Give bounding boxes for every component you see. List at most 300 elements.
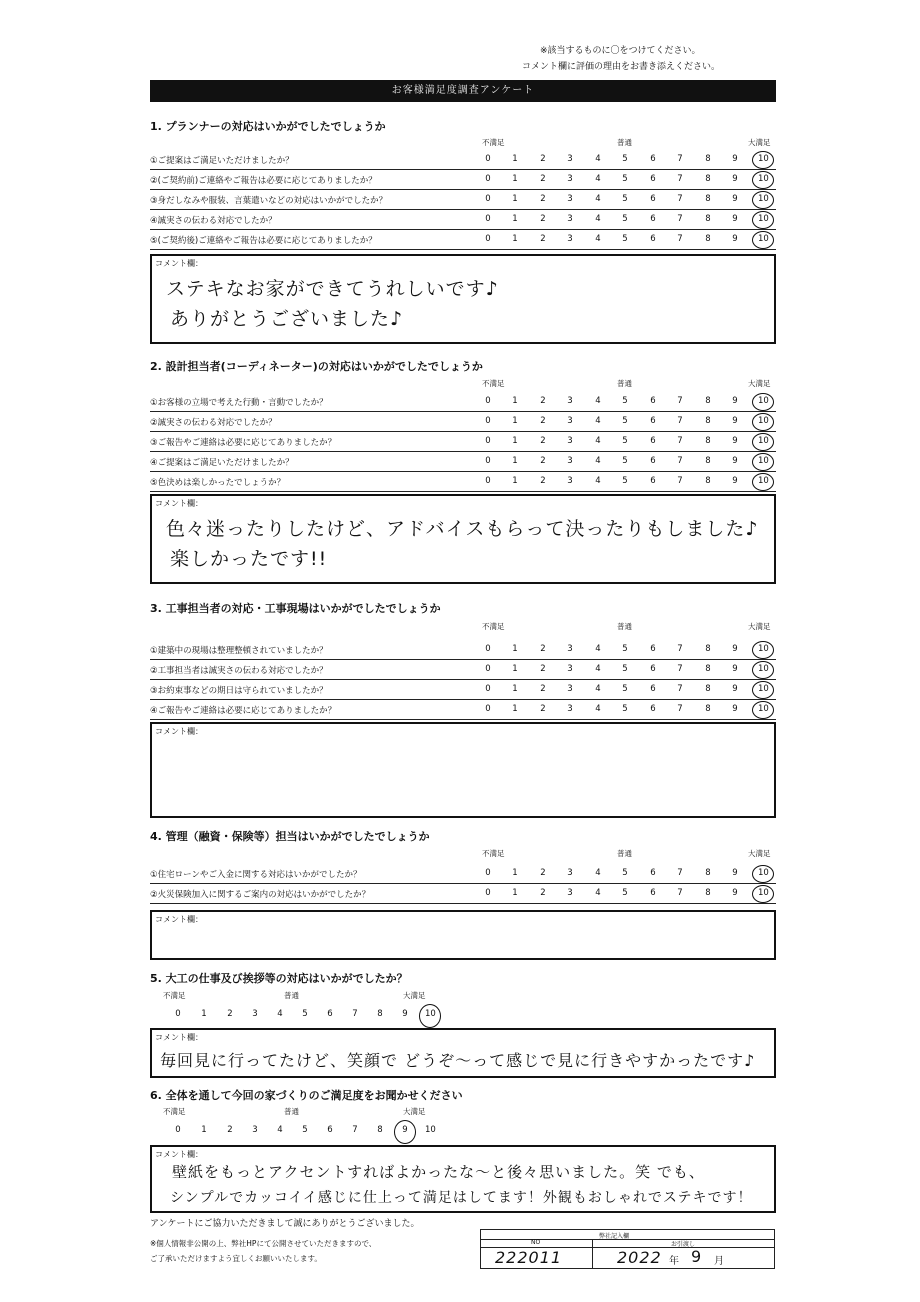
survey-title-banner: お客様満足度調査アンケート (150, 80, 776, 102)
rating-option-4[interactable]: 4 (595, 456, 601, 466)
comment-label: コメント欄： (155, 727, 203, 736)
section-1-comment-box[interactable] (150, 254, 776, 344)
section-1-title: 1. プランナーの対応はいかがでしたでしょうか (150, 120, 386, 133)
rating-option-4[interactable]: 4 (595, 416, 601, 426)
selected-rating-circle (752, 191, 774, 209)
no-label: NO (531, 1239, 541, 1246)
rating-option-0[interactable]: 0 (175, 1009, 181, 1019)
section-4-title: 4. 管理（融資・保険等）担当はいかがでしたでしょうか (150, 830, 430, 843)
rating-option-9[interactable]: 9 (732, 416, 738, 426)
rating-option-7[interactable]: 7 (677, 684, 683, 694)
rating-option-0[interactable]: 0 (485, 476, 491, 486)
question-row (150, 150, 776, 170)
question-text: ③身だしなみや服装、言葉遣いなどの対応はいかがでしたか？ (150, 196, 388, 206)
rating-option-8[interactable]: 8 (377, 1125, 383, 1135)
year-unit: 年 (669, 1256, 679, 1267)
question-row (150, 700, 776, 720)
selected-rating-circle (752, 865, 774, 883)
scale-label-high: 大満足 (748, 622, 771, 631)
instruction-1: ※該当するものに〇をつけてください。 (540, 46, 701, 56)
rating-option-7[interactable]: 7 (677, 154, 683, 164)
selected-rating-circle (752, 151, 774, 169)
rating-option-7[interactable]: 7 (677, 664, 683, 674)
question-row (150, 864, 776, 884)
rating-option-0[interactable]: 0 (485, 194, 491, 204)
rating-option-6[interactable]: 6 (650, 194, 656, 204)
rating-option-3[interactable]: 3 (252, 1009, 258, 1019)
rating-option-9[interactable]: 9 (732, 214, 738, 224)
rating-option-8[interactable]: 8 (705, 396, 711, 406)
question-row (150, 452, 776, 472)
handwritten-comment-line-1: 壁紙をもっとアクセントすればよかったな〜と後々思いました。笑 でも、 (172, 1163, 705, 1181)
rating-option-2[interactable]: 2 (540, 684, 546, 694)
rating-option-10[interactable]: 10 (758, 234, 769, 244)
question-row (150, 170, 776, 190)
rating-option-7[interactable]: 7 (677, 234, 683, 244)
rating-option-7[interactable]: 7 (677, 704, 683, 714)
rating-option-1[interactable]: 1 (512, 154, 518, 164)
rating-option-10[interactable]: 10 (758, 194, 769, 204)
rating-option-2[interactable]: 2 (540, 436, 546, 446)
rating-option-1[interactable]: 1 (512, 704, 518, 714)
rating-option-10[interactable]: 10 (758, 174, 769, 184)
rating-option-3[interactable]: 3 (567, 416, 573, 426)
rating-option-7[interactable]: 7 (352, 1125, 358, 1135)
rating-option-2[interactable]: 2 (540, 154, 546, 164)
rating-option-8[interactable]: 8 (705, 174, 711, 184)
scale-label-high: 大満足 (748, 379, 771, 388)
scale-label-low: 不満足 (163, 991, 186, 1000)
selected-rating-circle (752, 681, 774, 699)
rating-option-2[interactable]: 2 (540, 234, 546, 244)
rating-option-2[interactable]: 2 (540, 194, 546, 204)
rating-option-5[interactable]: 5 (622, 704, 628, 714)
rating-option-2[interactable]: 2 (540, 664, 546, 674)
rating-option-1[interactable]: 1 (512, 476, 518, 486)
rating-option-8[interactable]: 8 (705, 684, 711, 694)
rating-option-6[interactable]: 6 (650, 416, 656, 426)
rating-option-5[interactable]: 5 (622, 436, 628, 446)
rating-option-6[interactable]: 6 (650, 684, 656, 694)
rating-option-6[interactable]: 6 (650, 154, 656, 164)
rating-option-10[interactable]: 10 (758, 416, 769, 426)
rating-option-4[interactable]: 4 (595, 154, 601, 164)
rating-option-9[interactable]: 9 (732, 684, 738, 694)
rating-option-5[interactable]: 5 (622, 416, 628, 426)
section-3-title: 3. 工事担当者の対応・工事現場はいかがでしたでしょうか (150, 602, 441, 615)
scale-label-mid: 普通 (284, 991, 299, 1000)
rating-option-6[interactable]: 6 (650, 234, 656, 244)
rating-option-4[interactable]: 4 (595, 396, 601, 406)
rating-option-2[interactable]: 2 (540, 416, 546, 426)
rating-option-9[interactable]: 9 (732, 194, 738, 204)
rating-option-4[interactable]: 4 (595, 704, 601, 714)
selected-rating-circle (752, 171, 774, 189)
handover-label: お引渡し (671, 1241, 696, 1248)
handwritten-comment-line-2: シンプルでカッコイイ感じに仕上って満足はしてます！外観もおしゃれでステキです！ (170, 1190, 753, 1206)
rating-option-5[interactable]: 5 (622, 214, 628, 224)
selected-rating-circle (419, 1004, 441, 1028)
rating-option-10[interactable]: 10 (425, 1009, 436, 1019)
question-row (150, 210, 776, 230)
rating-option-3[interactable]: 3 (567, 684, 573, 694)
rating-option-8[interactable]: 8 (705, 644, 711, 654)
rating-option-8[interactable]: 8 (705, 234, 711, 244)
rating-option-0[interactable]: 0 (485, 664, 491, 674)
selected-rating-circle (752, 885, 774, 903)
rating-option-10[interactable]: 10 (758, 154, 769, 164)
month-unit: 月 (714, 1256, 724, 1267)
rating-option-5[interactable]: 5 (622, 194, 628, 204)
question-row (150, 230, 776, 250)
question-text: ②工事担当者は誠実さの伝わる対応でしたか？ (150, 666, 328, 676)
rating-option-8[interactable]: 8 (705, 868, 711, 878)
rating-option-0[interactable]: 0 (485, 704, 491, 714)
question-text: ⑤(ご契約後)ご連絡やご報告は必要に応じてありましたか？ (150, 236, 377, 246)
scale-label-low: 不満足 (163, 1107, 186, 1116)
rating-option-0[interactable]: 0 (485, 174, 491, 184)
rating-option-0[interactable]: 0 (485, 684, 491, 694)
rating-option-2[interactable]: 2 (540, 214, 546, 224)
rating-option-1[interactable]: 1 (512, 416, 518, 426)
selected-rating-circle (394, 1120, 416, 1144)
rating-option-10[interactable]: 10 (758, 436, 769, 446)
rating-option-10[interactable]: 10 (425, 1125, 436, 1135)
rating-option-4[interactable]: 4 (277, 1125, 283, 1135)
rating-option-5[interactable]: 5 (302, 1125, 308, 1135)
rating-option-7[interactable]: 7 (677, 416, 683, 426)
scale-label-high: 大満足 (748, 138, 771, 147)
rating-option-3[interactable]: 3 (567, 174, 573, 184)
comment-label: コメント欄： (155, 1150, 203, 1159)
rating-option-4[interactable]: 4 (595, 684, 601, 694)
handwritten-comment-line-2: ありがとうございました♪ (170, 308, 404, 330)
comment-label: コメント欄： (155, 1033, 203, 1042)
handover-year: 2022 (617, 1248, 662, 1267)
rating-option-4[interactable]: 4 (595, 644, 601, 654)
rating-option-10[interactable]: 10 (758, 396, 769, 406)
rating-option-8[interactable]: 8 (705, 664, 711, 674)
selected-rating-circle (752, 701, 774, 719)
rating-option-6[interactable]: 6 (650, 174, 656, 184)
rating-option-0[interactable]: 0 (485, 868, 491, 878)
handover-month: 9 (691, 1247, 703, 1266)
scale-label-low: 不満足 (482, 379, 505, 388)
rating-option-1[interactable]: 1 (512, 436, 518, 446)
privacy-note-2: ご了承いただけますよう宜しくお願いいたします。 (150, 1254, 322, 1263)
rating-option-9[interactable]: 9 (732, 154, 738, 164)
rating-option-7[interactable]: 7 (677, 868, 683, 878)
rating-option-1[interactable]: 1 (512, 194, 518, 204)
rating-option-10[interactable]: 10 (758, 888, 769, 898)
rating-option-4[interactable]: 4 (595, 476, 601, 486)
rating-option-0[interactable]: 0 (485, 644, 491, 654)
question-row (150, 412, 776, 432)
rating-option-6[interactable]: 6 (650, 214, 656, 224)
instruction-2: コメント欄に評価の理由をお書き添えください。 (522, 62, 721, 72)
rating-option-4[interactable]: 4 (595, 868, 601, 878)
rating-option-4[interactable]: 4 (595, 888, 601, 898)
rating-option-4[interactable]: 4 (595, 194, 601, 204)
question-row (150, 472, 776, 492)
rating-option-4[interactable]: 4 (277, 1009, 283, 1019)
rating-option-2[interactable]: 2 (540, 456, 546, 466)
survey-number: 222011 (495, 1248, 563, 1267)
rating-option-8[interactable]: 8 (705, 456, 711, 466)
rating-option-5[interactable]: 5 (622, 234, 628, 244)
rating-option-7[interactable]: 7 (677, 436, 683, 446)
rating-option-5[interactable]: 5 (622, 396, 628, 406)
rating-option-10[interactable]: 10 (758, 476, 769, 486)
rating-option-7[interactable]: 7 (352, 1009, 358, 1019)
rating-option-3[interactable]: 3 (567, 214, 573, 224)
rating-option-0[interactable]: 0 (485, 416, 491, 426)
rating-option-2[interactable]: 2 (540, 644, 546, 654)
rating-option-1[interactable]: 1 (512, 214, 518, 224)
rating-option-9[interactable]: 9 (732, 888, 738, 898)
rating-option-5[interactable]: 5 (622, 644, 628, 654)
selected-rating-circle (752, 433, 774, 451)
question-text: ④誠実さの伝わる対応でしたか？ (150, 216, 277, 226)
rating-option-8[interactable]: 8 (705, 194, 711, 204)
rating-option-6[interactable]: 6 (650, 456, 656, 466)
question-text: ①お客様の立場で考えた行動・言動でしたか？ (150, 398, 328, 408)
rating-option-3[interactable]: 3 (252, 1125, 258, 1135)
rating-option-9[interactable]: 9 (402, 1009, 408, 1019)
rating-option-5[interactable]: 5 (622, 174, 628, 184)
rating-option-6[interactable]: 6 (327, 1125, 333, 1135)
rating-option-3[interactable]: 3 (567, 436, 573, 446)
rating-option-8[interactable]: 8 (705, 436, 711, 446)
selected-rating-circle (752, 211, 774, 229)
selected-rating-circle (752, 641, 774, 659)
rating-option-4[interactable]: 4 (595, 214, 601, 224)
rating-option-2[interactable]: 2 (540, 868, 546, 878)
rating-option-0[interactable]: 0 (485, 396, 491, 406)
section-3-comment-box[interactable] (150, 722, 776, 818)
rating-option-5[interactable]: 5 (622, 476, 628, 486)
rating-option-7[interactable]: 7 (677, 214, 683, 224)
office-use-box (480, 1229, 775, 1269)
rating-option-4[interactable]: 4 (595, 664, 601, 674)
question-text: ④ご提案はご満足いただけましたか？ (150, 458, 294, 468)
rating-option-6[interactable]: 6 (327, 1009, 333, 1019)
scale-label-high: 大満足 (748, 849, 771, 858)
rating-option-7[interactable]: 7 (677, 396, 683, 406)
rating-option-7[interactable]: 7 (677, 456, 683, 466)
question-row (150, 432, 776, 452)
rating-option-4[interactable]: 4 (595, 436, 601, 446)
rating-option-5[interactable]: 5 (622, 664, 628, 674)
question-text: ①建築中の現場は整理整頓されていましたか？ (150, 646, 328, 656)
rating-option-8[interactable]: 8 (705, 476, 711, 486)
selected-rating-circle (752, 413, 774, 431)
rating-option-1[interactable]: 1 (512, 234, 518, 244)
question-text: ①ご提案はご満足いただけましたか？ (150, 156, 294, 166)
rating-option-8[interactable]: 8 (705, 214, 711, 224)
rating-option-0[interactable]: 0 (485, 154, 491, 164)
scale-label-high: 大満足 (403, 1107, 426, 1116)
rating-option-3[interactable]: 3 (567, 704, 573, 714)
section-5-comment-box[interactable] (150, 1028, 776, 1078)
rating-option-9[interactable]: 9 (402, 1125, 408, 1135)
rating-option-2[interactable]: 2 (227, 1009, 233, 1019)
section-4-comment-box[interactable] (150, 910, 776, 960)
rating-option-8[interactable]: 8 (705, 416, 711, 426)
rating-option-6[interactable]: 6 (650, 664, 656, 674)
rating-option-5[interactable]: 5 (622, 684, 628, 694)
rating-option-5[interactable]: 5 (622, 154, 628, 164)
rating-option-3[interactable]: 3 (567, 644, 573, 654)
rating-option-2[interactable]: 2 (540, 704, 546, 714)
rating-option-3[interactable]: 3 (567, 868, 573, 878)
rating-option-8[interactable]: 8 (705, 154, 711, 164)
rating-option-9[interactable]: 9 (732, 664, 738, 674)
rating-option-3[interactable]: 3 (567, 456, 573, 466)
rating-option-1[interactable]: 1 (201, 1009, 207, 1019)
rating-option-0[interactable]: 0 (485, 214, 491, 224)
section-6-title: 6. 全体を通して今回の家づくりのご満足度をお聞かせください (150, 1089, 463, 1102)
rating-option-7[interactable]: 7 (677, 476, 683, 486)
rating-option-2[interactable]: 2 (540, 888, 546, 898)
question-row (150, 680, 776, 700)
section-5-title: 5. 大工の仕事及び挨拶等の対応はいかがでしたか？ (150, 972, 408, 985)
rating-option-10[interactable]: 10 (758, 868, 769, 878)
question-text: ①住宅ローンやご入金に関する対応はいかがでしたか？ (150, 870, 362, 880)
rating-option-7[interactable]: 7 (677, 644, 683, 654)
question-row (150, 640, 776, 660)
rating-option-1[interactable]: 1 (512, 644, 518, 654)
selected-rating-circle (752, 231, 774, 249)
question-text: ⑤色決めは楽しかったでしょうか？ (150, 478, 286, 488)
question-text: ④ご報告やご連絡は必要に応じてありましたか？ (150, 706, 337, 716)
scale-label-mid: 普通 (617, 622, 632, 631)
rating-option-8[interactable]: 8 (377, 1009, 383, 1019)
rating-option-1[interactable]: 1 (512, 174, 518, 184)
rating-option-1[interactable]: 1 (512, 396, 518, 406)
rating-option-6[interactable]: 6 (650, 436, 656, 446)
scale-label-mid: 普通 (617, 849, 632, 858)
rating-option-5[interactable]: 5 (302, 1009, 308, 1019)
rating-option-1[interactable]: 1 (512, 456, 518, 466)
scale-label-low: 不満足 (482, 622, 505, 631)
rating-option-3[interactable]: 3 (567, 154, 573, 164)
rating-option-6[interactable]: 6 (650, 888, 656, 898)
rating-option-1[interactable]: 1 (201, 1125, 207, 1135)
selected-rating-circle (752, 393, 774, 411)
rating-option-10[interactable]: 10 (758, 644, 769, 654)
handwritten-comment-line-1: ステキなお家ができてうれしいです♪ (166, 278, 499, 300)
question-text: ③お約束事などの期日は守られていましたか？ (150, 686, 328, 696)
section-2-title: 2. 設計担当者(コーディネーター)の対応はいかがでしたでしょうか (150, 360, 483, 373)
question-text: ③ご報告やご連絡は必要に応じてありましたか？ (150, 438, 337, 448)
question-text: ②火災保険加入に関するご案内の対応はいかがでしたか？ (150, 890, 371, 900)
rating-option-9[interactable]: 9 (732, 868, 738, 878)
rating-option-7[interactable]: 7 (677, 194, 683, 204)
rating-option-6[interactable]: 6 (650, 396, 656, 406)
comment-label: コメント欄： (155, 915, 203, 924)
section-2-comment-box[interactable] (150, 494, 776, 584)
rating-option-10[interactable]: 10 (758, 214, 769, 224)
thanks-text: アンケートにご協力いただきまして誠にありがとうございました。 (150, 1219, 420, 1229)
scale-label-low: 不満足 (482, 849, 505, 858)
rating-option-4[interactable]: 4 (595, 234, 601, 244)
rating-option-2[interactable]: 2 (540, 476, 546, 486)
privacy-note-1: ※個人情報非公開の上、弊社HPにて公開させていただきますので、 (150, 1239, 377, 1248)
rating-option-0[interactable]: 0 (485, 456, 491, 466)
rating-option-1[interactable]: 1 (512, 684, 518, 694)
rating-option-3[interactable]: 3 (567, 194, 573, 204)
rating-option-2[interactable]: 2 (227, 1125, 233, 1135)
rating-option-6[interactable]: 6 (650, 704, 656, 714)
question-row (150, 884, 776, 904)
rating-option-10[interactable]: 10 (758, 704, 769, 714)
rating-option-9[interactable]: 9 (732, 436, 738, 446)
comment-label: コメント欄： (155, 499, 203, 508)
rating-option-9[interactable]: 9 (732, 456, 738, 466)
rating-option-9[interactable]: 9 (732, 704, 738, 714)
rating-option-5[interactable]: 5 (622, 888, 628, 898)
handwritten-comment-line-1: 色々迷ったりしたけど、アドバイスもらって決ったりもしました♪ (166, 518, 759, 540)
question-row (150, 392, 776, 412)
rating-option-3[interactable]: 3 (567, 888, 573, 898)
rating-option-4[interactable]: 4 (595, 174, 601, 184)
selected-rating-circle (752, 453, 774, 471)
rating-option-0[interactable]: 0 (485, 888, 491, 898)
rating-option-9[interactable]: 9 (732, 476, 738, 486)
rating-option-0[interactable]: 0 (175, 1125, 181, 1135)
rating-option-8[interactable]: 8 (705, 888, 711, 898)
rating-option-3[interactable]: 3 (567, 476, 573, 486)
selected-rating-circle (752, 661, 774, 679)
rating-option-3[interactable]: 3 (567, 664, 573, 674)
rating-option-0[interactable]: 0 (485, 436, 491, 446)
rating-option-3[interactable]: 3 (567, 234, 573, 244)
question-row (150, 660, 776, 680)
rating-option-9[interactable]: 9 (732, 234, 738, 244)
selected-rating-circle (752, 473, 774, 491)
question-text: ②(ご契約前)ご連絡やご報告は必要に応じてありましたか？ (150, 176, 377, 186)
rating-option-9[interactable]: 9 (732, 644, 738, 654)
rating-option-9[interactable]: 9 (732, 174, 738, 184)
rating-option-0[interactable]: 0 (485, 234, 491, 244)
rating-option-5[interactable]: 5 (622, 456, 628, 466)
rating-option-7[interactable]: 7 (677, 888, 683, 898)
section-6-comment-box[interactable] (150, 1145, 776, 1213)
handwritten-comment: 毎回見に行ってたけど、笑顔で どうぞ〜って感じで見に行きやすかったです♪ (160, 1051, 756, 1070)
rating-option-1[interactable]: 1 (512, 888, 518, 898)
rating-option-2[interactable]: 2 (540, 174, 546, 184)
rating-option-3[interactable]: 3 (567, 396, 573, 406)
scale-label-mid: 普通 (284, 1107, 299, 1116)
rating-option-6[interactable]: 6 (650, 476, 656, 486)
scale-label-high: 大満足 (403, 991, 426, 1000)
rating-option-1[interactable]: 1 (512, 868, 518, 878)
office-use-label: 弊社記入欄 (599, 1233, 630, 1240)
rating-option-8[interactable]: 8 (705, 704, 711, 714)
rating-option-10[interactable]: 10 (758, 684, 769, 694)
rating-option-1[interactable]: 1 (512, 664, 518, 674)
rating-option-9[interactable]: 9 (732, 396, 738, 406)
rating-option-2[interactable]: 2 (540, 396, 546, 406)
rating-option-6[interactable]: 6 (650, 868, 656, 878)
rating-option-10[interactable]: 10 (758, 664, 769, 674)
rating-option-5[interactable]: 5 (622, 868, 628, 878)
scale-label-mid: 普通 (617, 138, 632, 147)
rating-option-7[interactable]: 7 (677, 174, 683, 184)
rating-option-6[interactable]: 6 (650, 644, 656, 654)
rating-option-10[interactable]: 10 (758, 456, 769, 466)
